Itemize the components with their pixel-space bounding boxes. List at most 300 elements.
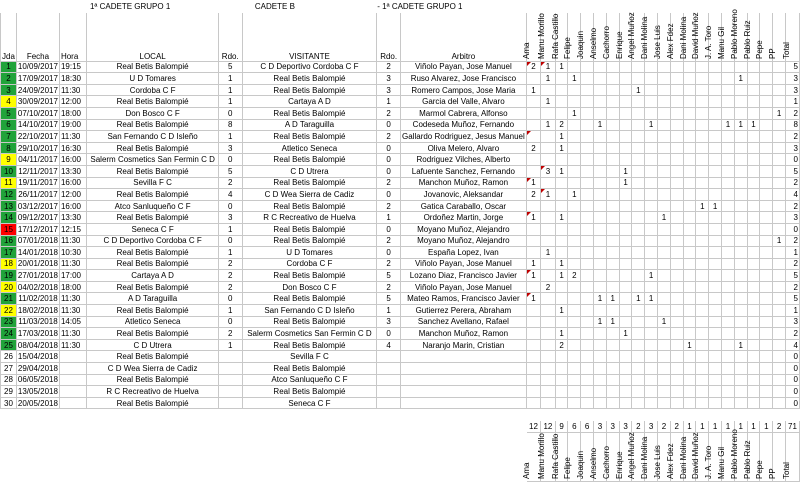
goal-cell [645,73,658,85]
goal-cell [632,235,645,247]
goal-cell [747,305,760,317]
jornada-cell: 28 [1,374,17,386]
away-team-cell: Real Betis Balompié [242,107,377,119]
referee-cell: Gatica Caraballo, Oscar [401,200,527,212]
row-total-cell: 5 [786,61,800,73]
goal-cell [594,281,607,293]
goal-cell [619,247,632,259]
goal-cell: 1 [632,293,645,305]
goal-cell [709,142,722,154]
row-total-cell: 0 [786,397,800,409]
table-row [1,212,800,224]
home-score-cell: 0 [218,293,242,305]
goal-cell [632,119,645,131]
time-cell: 19:00 [59,119,86,131]
referee-cell [401,363,527,375]
away-score-cell: 3 [377,316,401,328]
away-score-cell: 0 [377,165,401,177]
away-score-cell: 2 [377,200,401,212]
goal-cell [722,96,735,108]
goal-cell: 1 [568,73,581,85]
goal-cell [541,107,555,119]
goal-cell [722,397,735,409]
row-total-cell: 5 [786,270,800,282]
goal-cell [555,293,568,305]
home-team-cell: C D Utrera [87,339,219,351]
table-row [1,235,800,247]
away-team-cell: A D Taraguilla [242,119,377,131]
goal-cell: 1 [619,165,632,177]
jornada-cell: 3 [1,84,17,96]
goal-cell [526,107,540,119]
referee-cell: Lozano Diaz, Francisco Javier [401,270,527,282]
away-score-cell: 1 [377,305,401,317]
goal-cell [541,363,555,375]
header-player: Felipe [568,12,581,61]
footer-player: Anselmo [594,432,607,481]
goal-cell [632,165,645,177]
goal-cell [683,281,696,293]
footer-player: Manu Morillo [541,432,555,481]
goal-cell [645,328,658,340]
goal-cell [632,281,645,293]
home-team-cell: Salerm Cosmetics San Fermin C D [87,154,219,166]
goal-cell: 1 [555,131,568,143]
goal-cell [594,235,607,247]
goal-cell [760,131,773,143]
goal-cell [734,235,747,247]
date-cell: 29/10/2017 [17,143,58,153]
goal-cell: 1 [773,107,786,119]
table-row [1,281,800,293]
home-team-cell: Real Betis Balompié [87,96,219,108]
home-score-cell: 1 [218,84,242,96]
date-cell: 06/05/2018 [17,375,58,385]
goal-cell [606,177,619,189]
goal-cell [696,305,709,317]
goal-cell [581,212,594,224]
goal-cell [619,374,632,386]
goal-cell [581,107,594,119]
time-cell: 11:30 [59,339,86,351]
goal-cell: 1 [541,61,555,73]
goal-cell [526,200,540,212]
goal-cell [645,142,658,154]
goal-cell [722,281,735,293]
jornada-cell: 7 [1,131,17,143]
goal-cell [658,339,671,351]
goal-cell [581,281,594,293]
home-team-cell: C D Wea Sierra de Cadiz [87,363,219,375]
goal-cell [709,281,722,293]
referee-cell: Rodriguez Vilches, Alberto [401,154,527,166]
goal-cell: 2 [526,189,540,201]
header-arbitro: Arbitro [401,12,527,61]
goal-cell [747,177,760,189]
goal-cell [722,131,735,143]
goal-cell: 2 [526,61,540,73]
goal-cell: 1 [632,84,645,96]
goal-cell [594,247,607,259]
goal-cell [696,293,709,305]
table-row [1,177,800,189]
goal-cell [760,84,773,96]
row-total-cell: 2 [786,328,800,340]
footer-player: Pepe [760,432,773,481]
goal-cell [734,223,747,235]
goal-cell [670,107,683,119]
goal-cell [709,316,722,328]
goal-cell [645,107,658,119]
date-cell: 27/01/2018 [17,271,58,281]
goal-cell [658,189,671,201]
date-cell: 03/12/2017 [17,201,58,211]
referee-cell: Mateo Ramos, Francisco Javier [401,293,527,305]
header-player: David Muñoz [696,12,709,61]
goal-cell [683,397,696,409]
home-score-cell: 1 [218,131,242,143]
goal-cell [581,397,594,409]
goal-cell [568,386,581,398]
away-score-cell [377,374,401,386]
goal-cell [619,131,632,143]
goal-cell [645,96,658,108]
goal-cell [594,61,607,73]
goal-cell [555,351,568,363]
goal-cell [670,247,683,259]
jornada-cell: 5 [1,107,17,119]
table-row [1,374,800,386]
goal-cell [722,165,735,177]
row-total-cell: 3 [786,212,800,224]
goal-cell: 1 [526,177,540,189]
home-score-cell: 2 [218,270,242,282]
goal-cell [632,247,645,259]
home-score-cell [218,374,242,386]
goal-cell [683,189,696,201]
goal-cell [632,177,645,189]
goal-cell [683,73,696,85]
goal-cell [555,189,568,201]
home-team-cell: Atco Sanluqueño C F [87,200,219,212]
goal-cell [606,397,619,409]
goal-cell [734,200,747,212]
home-score-cell: 1 [218,73,242,85]
goal-cell [594,223,607,235]
goal-cell: 2 [568,270,581,282]
goal-cell [606,154,619,166]
row-total-cell: 0 [786,223,800,235]
goal-cell [709,258,722,270]
goal-cell [670,281,683,293]
goal-cell [696,107,709,119]
goal-cell: 1 [541,73,555,85]
table-row [1,84,800,96]
time-cell: 17:00 [59,270,86,282]
table-row [1,339,800,351]
goal-cell [568,247,581,259]
referee-cell: Romero Campos, Jose Maria [401,84,527,96]
away-score-cell: 0 [377,119,401,131]
home-team-cell: Real Betis Balompié [87,374,219,386]
goal-cell [632,374,645,386]
goal-cell [645,223,658,235]
goal-cell: 1 [722,119,735,131]
goal-cell [658,328,671,340]
goal-cell [619,293,632,305]
referee-cell: Manchon Muñoz, Ramon [401,328,527,340]
goal-cell [581,177,594,189]
footer-player: Cachorro [606,432,619,481]
goal-cell [760,200,773,212]
goal-cell [594,165,607,177]
goal-cell [773,165,786,177]
goal-cell [581,73,594,85]
goal-cell [581,189,594,201]
footer-player: Pablo Ruiz [747,432,760,481]
header-player: Cachorro [606,12,619,61]
goal-cell: 1 [645,293,658,305]
goal-cell [619,200,632,212]
footer-player: Felipe [568,432,581,481]
header-visitante: VISITANTE [242,12,377,61]
goal-cell [734,142,747,154]
goal-cell [760,107,773,119]
goal-cell [645,165,658,177]
goal-cell [606,386,619,398]
referee-cell: Viñolo Payan, Jose Manuel [401,258,527,270]
away-team-cell: Don Bosco C F [242,281,377,293]
away-score-cell: 2 [377,177,401,189]
player-total-cell: 1 [709,421,722,433]
date-cell: 19/11/2017 [18,178,58,188]
time-cell: 18:00 [59,281,86,293]
home-score-cell [218,386,242,398]
time-cell: 12:00 [59,96,86,108]
away-score-cell: 0 [377,189,401,201]
home-score-cell [218,397,242,409]
goal-cell [722,386,735,398]
goal-cell [526,386,540,398]
away-team-cell: Atletico Seneca [242,142,377,154]
goal-cell [734,293,747,305]
goal-cell [568,142,581,154]
home-team-cell: Real Betis Balompié [87,258,219,270]
goal-cell [606,165,619,177]
footer-player: Total [786,432,800,481]
goal-cell [747,397,760,409]
goal-cell [581,96,594,108]
goal-cell [696,363,709,375]
goal-cell [658,154,671,166]
home-score-cell: 2 [218,328,242,340]
time-cell: 16:00 [59,200,86,212]
jornada-cell: 15 [1,223,17,235]
goal-cell [683,165,696,177]
goal-cell [760,316,773,328]
goal-cell [658,223,671,235]
goal-cell [722,293,735,305]
goal-cell [632,189,645,201]
goal-cell [670,316,683,328]
goal-cell [658,73,671,85]
table-row [1,165,800,177]
goal-cell [658,247,671,259]
goal-cell [670,223,683,235]
goal-cell [541,328,555,340]
player-total-cell: 2 [773,421,786,433]
time-cell: 10:30 [59,247,86,259]
goal-cell: 1 [773,235,786,247]
goal-cell [568,131,581,143]
player-total-cell: 2 [632,421,645,433]
date-cell: 10/09/2017 [17,62,58,72]
table-row [1,397,800,409]
goal-cell [696,73,709,85]
time-cell: 16:00 [59,154,86,166]
goal-cell [658,119,671,131]
header-player: Anselmo [594,12,607,61]
goal-cell [632,305,645,317]
goal-cell [581,165,594,177]
header-player: Pepe [760,12,773,61]
goal-cell [632,351,645,363]
goal-cell [670,293,683,305]
home-score-cell: 1 [218,339,242,351]
goal-cell [606,247,619,259]
goal-cell [606,189,619,201]
header-player: Total [786,12,800,61]
goal-cell [747,258,760,270]
goal-cell [683,247,696,259]
footer-player: Manu Gil [722,432,735,481]
goal-cell [568,96,581,108]
goal-cell [683,328,696,340]
goal-cell: 1 [555,258,568,270]
header-player: J. A. Toro [709,12,722,61]
date-cell: 07/10/2017 [17,108,58,118]
date-cell: 11/03/2018 [18,317,58,327]
goal-cell [526,223,540,235]
home-score-cell: 3 [218,212,242,224]
goal-cell [683,305,696,317]
away-score-cell [377,386,401,398]
jornada-cell: 23 [1,316,17,328]
row-total-cell: 1 [786,247,800,259]
goal-cell: 1 [734,73,747,85]
home-team-cell: Cordoba C F [87,84,219,96]
home-score-cell: 0 [218,200,242,212]
goal-cell [541,131,555,143]
away-score-cell [377,363,401,375]
goal-cell [568,200,581,212]
goal-cell [645,258,658,270]
goal-cell [541,142,555,154]
goal-cell [709,165,722,177]
footer-player: PP [773,432,786,481]
goal-cell [683,107,696,119]
goal-cell [722,258,735,270]
time-cell: 18:30 [59,73,86,85]
goal-cell [555,247,568,259]
goal-cell [658,61,671,73]
goal-cell [645,316,658,328]
jornada-cell: 24 [1,328,17,340]
row-total-cell: 2 [786,200,800,212]
goal-cell [709,397,722,409]
goal-cell [747,328,760,340]
row-total-cell: 0 [786,154,800,166]
goal-cell [722,107,735,119]
goal-cell [606,200,619,212]
goal-cell [747,96,760,108]
goal-cell [683,270,696,282]
goal-cell: 1 [594,316,607,328]
goal-cell [568,61,581,73]
goal-cell [581,386,594,398]
goal-cell [760,189,773,201]
jornada-cell: 14 [1,212,17,224]
goal-cell [734,270,747,282]
time-cell: 12:00 [59,189,86,201]
goal-cell [606,223,619,235]
goal-cell [696,84,709,96]
away-score-cell: 2 [377,258,401,270]
goal-cell [619,351,632,363]
referee-cell: Sanchez Avellano, Rafael [401,316,527,328]
goal-cell [696,386,709,398]
goal-cell [747,235,760,247]
home-score-cell: 2 [218,177,242,189]
goal-cell [594,339,607,351]
goal-cell [581,131,594,143]
referee-cell: Ruso Alvarez, Jose Francisco [401,73,527,85]
goal-cell [645,177,658,189]
home-team-cell: Real Betis Balompié [87,165,219,177]
home-team-cell: Real Betis Balompié [87,212,219,224]
goal-cell [555,397,568,409]
date-cell: 04/02/2018 [17,282,58,292]
goal-cell [606,270,619,282]
goal-cell [722,223,735,235]
goal-cell [568,397,581,409]
goal-cell [683,235,696,247]
goal-cell [709,223,722,235]
header-player: Pablo Moreno [734,12,747,61]
goal-cell [696,212,709,224]
goal-cell: 1 [696,200,709,212]
goal-cell [526,96,540,108]
goal-cell [773,119,786,131]
jornada-cell: 10 [1,165,17,177]
player-total-cell: 71 [786,421,800,433]
goal-cell [658,281,671,293]
row-total-cell: 5 [786,293,800,305]
player-total-cell: 6 [568,421,581,433]
goal-cell [773,258,786,270]
goal-cell [670,397,683,409]
goal-cell [645,212,658,224]
footer-player: Dani Molina [683,432,696,481]
goal-cell [670,374,683,386]
home-team-cell: Real Betis Balompié [87,351,219,363]
goal-cell [555,316,568,328]
referee-cell: Jovanovic, Aleksandar [401,189,527,201]
goal-cell [606,235,619,247]
header-player: Enrique [619,12,632,61]
goal-cell [645,189,658,201]
goal-cell [696,281,709,293]
